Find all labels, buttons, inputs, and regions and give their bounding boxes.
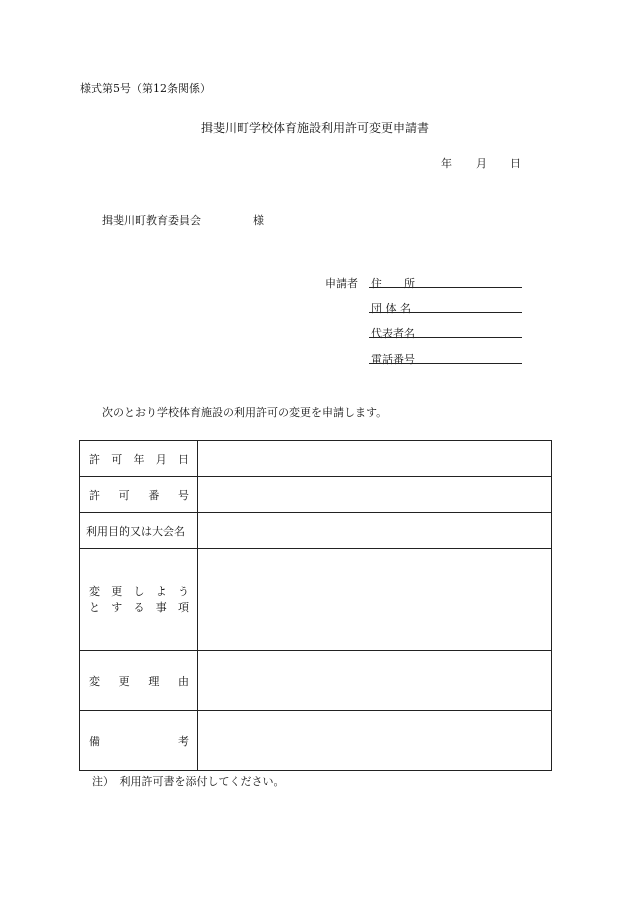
date-year-label: 年	[441, 157, 452, 170]
label-char: 事	[155, 600, 167, 614]
remarks-label-cell	[80, 711, 198, 771]
application-table	[79, 440, 552, 771]
label-char: 許	[89, 452, 100, 466]
label-char: 可	[111, 452, 123, 466]
change-items-field[interactable]	[198, 549, 552, 651]
permit-number-label	[80, 487, 197, 503]
address-field[interactable]	[369, 287, 522, 288]
purpose-label-cell	[80, 513, 198, 549]
label-char: 番	[148, 488, 160, 502]
remarks-label-first: 備	[89, 734, 100, 748]
label-char: 許	[89, 488, 100, 502]
date-day-label: 日	[510, 157, 521, 170]
table-row	[80, 477, 552, 513]
date-month-label: 月	[476, 157, 487, 170]
label-char: 年	[133, 452, 145, 466]
label-char: す	[111, 600, 123, 614]
label-char: 月	[155, 452, 167, 466]
table-row	[80, 441, 552, 477]
change-reason-label	[80, 673, 197, 689]
phone-field[interactable]	[369, 363, 522, 364]
purpose-label: 利用目的又は大会名	[86, 524, 185, 538]
table-row	[80, 513, 552, 549]
attachment-note: 注） 利用許可書を添付してください。	[92, 775, 285, 788]
representative-field[interactable]	[369, 337, 522, 338]
label-char: 項	[178, 600, 189, 614]
label-char: 由	[177, 674, 189, 688]
label-char: 可	[118, 488, 130, 502]
applicant-label: 申請者	[325, 277, 358, 290]
label-char: 変	[89, 674, 100, 688]
honorific: 様	[253, 214, 264, 227]
permit-number-field[interactable]	[198, 477, 552, 513]
label-char: し	[133, 584, 145, 598]
change-items-label-line2	[89, 600, 189, 616]
change-reason-label-cell	[80, 651, 198, 711]
permit-date-label	[80, 451, 197, 467]
address-label: 住 所	[371, 277, 415, 290]
remarks-field[interactable]	[198, 711, 552, 771]
purpose-field[interactable]	[198, 513, 552, 549]
permit-date-field[interactable]	[198, 441, 552, 477]
label-char: る	[133, 600, 145, 614]
table-row	[80, 711, 552, 771]
label-char: 日	[178, 452, 189, 466]
table-row	[80, 651, 552, 711]
form-number: 様式第5号（第12条関係）	[80, 82, 211, 95]
group-name-label: 団 体 名	[371, 302, 411, 315]
label-char: う	[178, 584, 189, 598]
application-statement: 次のとおり学校体育施設の利用許可の変更を申請します。	[102, 406, 388, 419]
label-char: 理	[148, 674, 160, 688]
representative-label: 代表者名	[371, 327, 415, 340]
group-name-field[interactable]	[369, 312, 522, 313]
table-row	[80, 549, 552, 651]
label-char: と	[89, 600, 100, 614]
addressee: 揖斐川町教育委員会	[102, 214, 201, 227]
change-items-label-cell	[80, 549, 198, 651]
label-char: 更	[111, 584, 123, 598]
remarks-label-last: 考	[178, 734, 189, 748]
phone-label: 電話番号	[371, 353, 415, 366]
permit-date-label-cell	[80, 441, 198, 477]
label-char: 変	[89, 584, 100, 598]
permit-number-label-cell	[80, 477, 198, 513]
change-items-label-line1	[89, 584, 189, 600]
form-title: 揖斐川町学校体育施設利用許可変更申請書	[200, 121, 429, 135]
label-char: 更	[118, 674, 130, 688]
label-char: よ	[155, 584, 167, 598]
label-char: 号	[177, 488, 189, 502]
change-reason-field[interactable]	[198, 651, 552, 711]
